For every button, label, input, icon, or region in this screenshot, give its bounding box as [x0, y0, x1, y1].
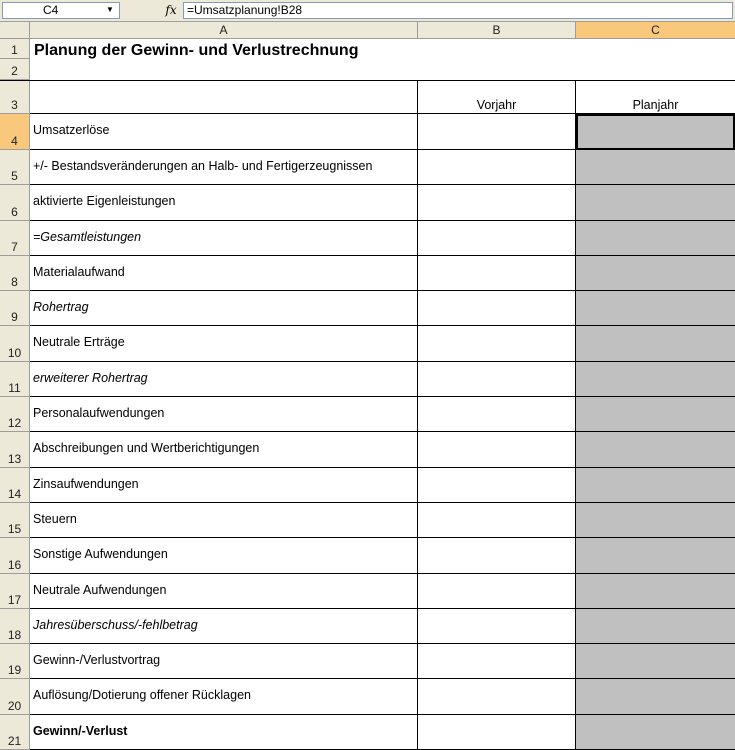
table-row	[0, 326, 735, 361]
table-row	[0, 114, 735, 150]
planjahr-cell[interactable]	[576, 679, 735, 714]
row-header-1[interactable]: 1	[0, 39, 30, 59]
row-header-2[interactable]: 2	[0, 59, 30, 80]
line-item-cell[interactable]	[30, 679, 418, 714]
planjahr-cell[interactable]	[576, 114, 735, 150]
column-headers	[0, 22, 735, 39]
table-row	[0, 291, 735, 326]
table-row	[0, 679, 735, 714]
line-item-cell[interactable]	[30, 326, 418, 361]
line-item-label: Gewinn/-Verlust	[33, 723, 128, 738]
formula-input[interactable]: =Umsatzplanung!B28	[183, 2, 733, 19]
vorjahr-cell[interactable]	[418, 185, 576, 220]
line-item-label: Abschreibungen und Wertberichtigungen	[33, 441, 260, 456]
planjahr-cell[interactable]	[576, 185, 735, 220]
table-row	[0, 574, 735, 609]
planjahr-cell[interactable]	[576, 609, 735, 644]
table-row	[0, 221, 735, 256]
line-item-label: aktivierte Eigenleistungen	[33, 194, 176, 209]
line-item-cell[interactable]	[30, 574, 418, 609]
line-item-label: Steuern	[33, 511, 77, 526]
table-row	[0, 609, 735, 644]
row-header[interactable]: 11	[0, 362, 30, 397]
line-item-label: Sonstige Aufwendungen	[33, 547, 168, 562]
table-row	[0, 503, 735, 538]
line-item-cell[interactable]	[30, 715, 418, 750]
header-row	[0, 80, 735, 114]
line-item-cell[interactable]	[30, 362, 418, 397]
planjahr-cell[interactable]	[576, 503, 735, 538]
planjahr-cell[interactable]	[576, 574, 735, 609]
name-box-dropdown-icon[interactable]: ▼	[106, 5, 114, 14]
spreadsheet-grid	[0, 39, 735, 750]
row-header[interactable]: 19	[0, 644, 30, 679]
row-header[interactable]: 6	[0, 185, 30, 220]
row-header[interactable]: 15	[0, 503, 30, 538]
insert-function-icon[interactable]: fx	[165, 3, 177, 17]
line-item-cell[interactable]	[30, 397, 418, 432]
vorjahr-cell[interactable]	[418, 574, 576, 609]
row-header[interactable]: 4	[0, 114, 30, 150]
vorjahr-cell[interactable]	[418, 221, 576, 256]
planjahr-cell[interactable]	[576, 397, 735, 432]
vorjahr-cell[interactable]	[418, 256, 576, 291]
cell-a3[interactable]	[30, 81, 418, 114]
table-row	[0, 715, 735, 750]
line-item-cell[interactable]	[30, 644, 418, 679]
table-row	[0, 644, 735, 679]
line-item-cell[interactable]	[30, 185, 418, 220]
line-item-cell[interactable]	[30, 468, 418, 503]
planjahr-cell[interactable]	[576, 468, 735, 503]
line-item-cell[interactable]	[30, 432, 418, 467]
select-all-corner[interactable]	[0, 22, 30, 39]
line-item-label: Neutrale Erträge	[33, 335, 125, 350]
line-item-cell[interactable]	[30, 291, 418, 326]
planjahr-cell[interactable]	[576, 432, 735, 467]
row-header[interactable]: 9	[0, 291, 30, 326]
column-header-c[interactable]: C	[576, 22, 735, 39]
row-header[interactable]: 16	[0, 538, 30, 573]
planjahr-cell[interactable]	[576, 150, 735, 185]
vorjahr-cell[interactable]	[418, 538, 576, 573]
row-header[interactable]: 17	[0, 574, 30, 609]
line-item-label: erweiterer Rohertrag	[33, 370, 148, 385]
vorjahr-cell[interactable]	[418, 114, 576, 150]
line-item-cell[interactable]	[30, 503, 418, 538]
line-item-label: Neutrale Aufwendungen	[33, 582, 167, 597]
planjahr-cell[interactable]	[576, 221, 735, 256]
table-row	[0, 256, 735, 291]
line-item-label: Gewinn-/Verlustvortrag	[33, 653, 161, 668]
column-header-b[interactable]: B	[418, 22, 576, 39]
vorjahr-cell[interactable]	[418, 397, 576, 432]
planjahr-cell[interactable]	[576, 362, 735, 397]
vorjahr-cell[interactable]	[418, 326, 576, 361]
column-header-a[interactable]: A	[30, 22, 418, 39]
row-header[interactable]: 21	[0, 715, 30, 750]
title-rows	[0, 39, 735, 80]
table-row	[0, 432, 735, 467]
row-header[interactable]: 18	[0, 609, 30, 644]
formula-bar	[0, 0, 735, 22]
line-item-cell[interactable]	[30, 538, 418, 573]
vorjahr-cell[interactable]	[418, 503, 576, 538]
planjahr-cell[interactable]	[576, 538, 735, 573]
planjahr-header: Planjahr	[632, 98, 679, 112]
vorjahr-cell[interactable]	[418, 715, 576, 750]
planjahr-cell[interactable]	[576, 291, 735, 326]
line-item-cell[interactable]	[30, 256, 418, 291]
row-header[interactable]: 20	[0, 679, 30, 714]
row-header[interactable]: 13	[0, 432, 30, 467]
planjahr-cell[interactable]	[576, 326, 735, 361]
line-item-label: Personalaufwendungen	[33, 406, 165, 421]
row-header[interactable]: 12	[0, 397, 30, 432]
row-header[interactable]: 7	[0, 221, 30, 256]
name-box[interactable]: C4	[2, 2, 120, 19]
table-row	[0, 397, 735, 432]
table-row	[0, 538, 735, 573]
line-item-label: Umsatzerlöse	[33, 123, 110, 137]
title-cell[interactable]	[30, 39, 735, 80]
line-item-cell[interactable]	[30, 114, 418, 150]
line-item-label: =Gesamtleistungen	[33, 229, 142, 244]
vorjahr-cell[interactable]	[418, 468, 576, 503]
vorjahr-cell[interactable]	[418, 362, 576, 397]
row-header[interactable]: 14	[0, 468, 30, 503]
planjahr-cell[interactable]	[576, 715, 735, 750]
planjahr-cell[interactable]	[576, 644, 735, 679]
sheet-title: Planung der Gewinn- und Verlustrechnung	[34, 42, 359, 59]
vorjahr-cell[interactable]	[418, 609, 576, 644]
vorjahr-cell[interactable]	[418, 679, 576, 714]
row-header[interactable]: 5	[0, 150, 30, 185]
line-item-cell[interactable]	[30, 609, 418, 644]
row-header[interactable]: 8	[0, 256, 30, 291]
planjahr-cell[interactable]	[576, 256, 735, 291]
vorjahr-cell[interactable]	[418, 150, 576, 185]
cell-c3[interactable]	[576, 81, 735, 114]
data-rows	[0, 114, 735, 750]
table-row	[0, 150, 735, 185]
vorjahr-cell[interactable]	[418, 291, 576, 326]
line-item-label: Rohertrag	[33, 300, 89, 315]
vorjahr-header: Vorjahr	[476, 98, 517, 112]
vorjahr-cell[interactable]	[418, 644, 576, 679]
table-row	[0, 185, 735, 220]
line-item-label: Auflösung/Dotierung offener Rücklagen	[33, 688, 251, 703]
vorjahr-cell[interactable]	[418, 432, 576, 467]
line-item-label: Zinsaufwendungen	[33, 476, 139, 491]
table-row	[0, 468, 735, 503]
line-item-label: Jahresüberschuss/-fehlbetrag	[33, 617, 198, 632]
table-row	[0, 362, 735, 397]
line-item-cell[interactable]	[30, 221, 418, 256]
cell-b3[interactable]	[418, 81, 576, 114]
line-item-cell[interactable]	[30, 150, 418, 185]
row-header[interactable]: 10	[0, 326, 30, 361]
row-header-3[interactable]: 3	[0, 81, 30, 114]
line-item-label: Materialaufwand	[33, 264, 125, 279]
line-item-label: +/- Bestandsveränderungen an Halb- und Fertigerzeugnissen	[33, 159, 373, 173]
